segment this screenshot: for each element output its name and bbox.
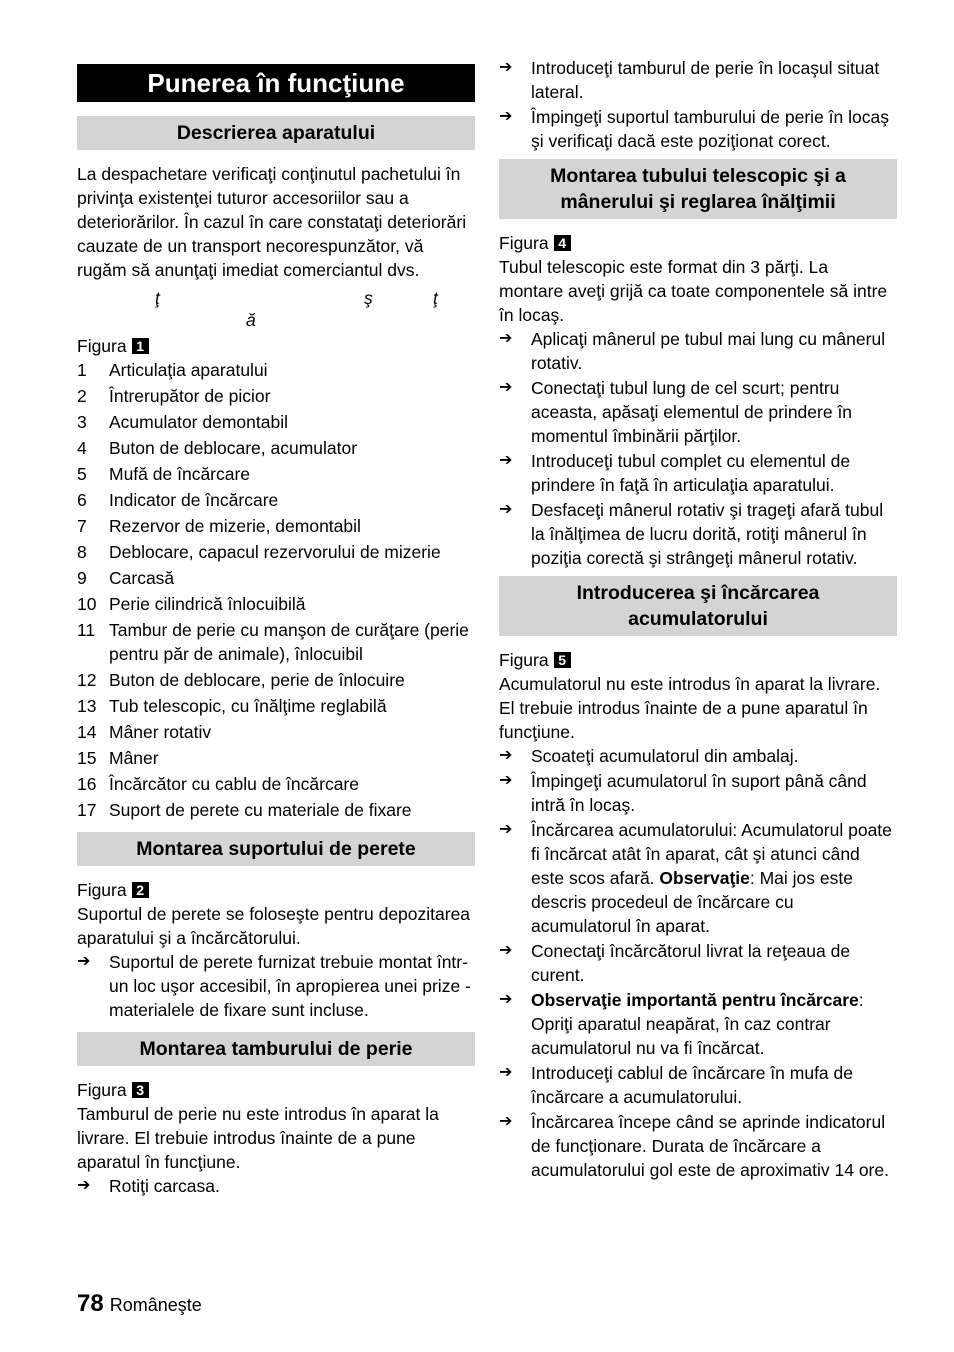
step-item (499, 56, 897, 104)
list-item (77, 514, 475, 538)
figure-number-badge: 1 (132, 338, 149, 354)
page-title: Punerea în funcţiune (77, 64, 475, 102)
step-text (531, 818, 897, 938)
steps-list (499, 744, 897, 1182)
section-heading-brush-drum: Montarea tamburului de perie (77, 1032, 475, 1066)
figure-label: Figura (77, 336, 127, 356)
step-text: Aplicaţi mânerul pe tubul mai lung cu mânerul rotativ. (531, 329, 886, 373)
arrow-right-icon: ➔ (499, 747, 513, 764)
item-text: Mufă de încărcare (109, 464, 251, 484)
stray-char: ş (364, 288, 373, 308)
step-text: Conectaţi tubul lung de cel scurt; pentru aceasta, apăsaţi elementul de prindere în momentul îmbinării părţilor. (531, 378, 853, 446)
step-item (499, 939, 897, 987)
item-number: 14 (77, 722, 97, 742)
arrow-right-icon: ➔ (77, 953, 91, 970)
item-number: 1 (77, 360, 87, 380)
step-item (77, 950, 475, 1022)
arrow-right-icon: ➔ (77, 1177, 91, 1194)
item-text: Deblocare, capacul rezervorului de mizerie (109, 542, 441, 562)
item-text: Întrerupător de picior (109, 386, 271, 406)
item-text: Mâner (109, 748, 159, 768)
step-text: Împingeţi acumulatorul în suport până când intră în locaş. (531, 771, 867, 815)
step-item (499, 988, 897, 1060)
step-text-part: : Opriţi aparatul neapărat, în caz contrar acumulatorul nu va fi încărcat. (531, 990, 864, 1058)
paragraph: Acumulatorul nu este introdus în aparat la livrare. El trebuie introdus înainte de a pune aparatul în funcţiune. (499, 674, 881, 742)
arrow-right-icon: ➔ (499, 991, 513, 1008)
list-item (77, 358, 475, 382)
item-text: Indicator de încărcare (109, 490, 279, 510)
figure-reference (77, 334, 475, 358)
stray-char: ă (246, 310, 256, 330)
arrow-right-icon: ➔ (499, 59, 513, 76)
step-text (531, 988, 897, 1060)
step-text: Introduceţi tubul complet cu elementul de prindere în faţă în articulaţia aparatului. (531, 451, 851, 495)
step-item (499, 376, 897, 448)
item-number: 2 (77, 386, 87, 406)
item-text: Buton de deblocare, acumulator (109, 438, 358, 458)
figure-reference (499, 648, 897, 672)
paragraph: Tamburul de perie nu este introdus în aparat la livrare. El trebuie introdus înainte de a pune aparatul în funcţiune. (77, 1104, 439, 1172)
step-item (499, 449, 897, 497)
figure-label: Figura (77, 1080, 127, 1100)
item-number: 12 (77, 670, 97, 690)
figure-number-badge: 3 (132, 1082, 149, 1098)
intro-paragraph: La despachetare verificaţi conţinutul pachetului în privinţa existenţei tuturor accesoriilor sau a deteriorărilor. În cazul în care constataţi deteriorări cauzate de un transport necorespunzător, vă rugăm să anunţaţi imediat comerciantul dvs. (77, 164, 467, 280)
language-label: Româneşte (109, 1295, 202, 1315)
section-heading-telescopic-tube: Montarea tubului telescopic şi a mânerului şi reglarea înălţimii (499, 159, 897, 219)
stray-char: ţ (155, 288, 160, 308)
list-item (77, 618, 475, 666)
arrow-right-icon: ➔ (499, 330, 513, 347)
step-item (499, 327, 897, 375)
step-text: Introduceţi tamburul de perie în locaşul situat lateral. (531, 58, 880, 102)
step-text: Scoateţi acumulatorul din ambalaj. (531, 746, 799, 766)
important-note-label: Observaţie importantă pentru încărcare (531, 990, 859, 1010)
list-item (77, 746, 475, 770)
arrow-right-icon: ➔ (499, 1113, 513, 1130)
item-text: Buton de deblocare, perie de înlocuire (109, 670, 405, 690)
arrow-right-icon: ➔ (499, 108, 513, 125)
item-text: Mâner rotativ (109, 722, 212, 742)
item-number: 9 (77, 568, 87, 588)
list-item (77, 720, 475, 744)
item-text: Tambur de perie cu manşon de curăţare (perie pentru păr de animale), înlocuibil (109, 620, 469, 664)
steps-list (499, 56, 897, 153)
step-item (499, 1061, 897, 1109)
figure-label: Figura (77, 880, 127, 900)
item-text: Rezervor de mizerie, demontabil (109, 516, 361, 536)
figure-number-badge: 4 (554, 235, 571, 251)
step-item (499, 744, 897, 768)
figure-number-badge: 5 (554, 652, 571, 668)
list-item (77, 410, 475, 434)
stray-char: ţ (433, 288, 438, 308)
item-text: Acumulator demontabil (109, 412, 288, 432)
list-item (77, 668, 475, 692)
paragraph: Suportul de perete se foloseşte pentru depozitarea aparatului şi a încărcătorului. (77, 904, 471, 948)
step-item (499, 769, 897, 817)
list-item (77, 462, 475, 486)
item-text: Carcasă (109, 568, 175, 588)
step-item (499, 1110, 897, 1182)
item-number: 13 (77, 696, 97, 716)
item-number: 4 (77, 438, 87, 458)
step-item (499, 818, 897, 938)
item-number: 16 (77, 774, 97, 794)
figure-reference (77, 878, 475, 902)
paragraph: Tubul telescopic este format din 3 părţi. La montare aveţi grijă ca toate componentele să intre în locaş. (499, 257, 888, 325)
figure-reference (77, 1078, 475, 1102)
step-item (77, 1174, 475, 1198)
arrow-right-icon: ➔ (499, 1064, 513, 1081)
step-text-part: : Mai jos este descris procedeul de încărcare cu acumulatorul în aparat. (531, 868, 853, 936)
section-heading-battery: Introducerea şi încărcarea acumulatorului (499, 576, 897, 636)
list-item (77, 798, 475, 822)
arrow-right-icon: ➔ (499, 942, 513, 959)
steps-list (499, 327, 897, 570)
figure-number-badge: 2 (132, 882, 149, 898)
item-number: 10 (77, 594, 97, 614)
list-item (77, 540, 475, 564)
figure-label: Figura (499, 650, 549, 670)
left-column (77, 62, 475, 1199)
item-number: 5 (77, 464, 87, 484)
item-number: 17 (77, 800, 97, 820)
item-number: 3 (77, 412, 87, 432)
step-text: Împingeţi suportul tamburului de perie în locaş şi verificaţi dacă este poziţionat corect. (531, 107, 889, 151)
list-item (77, 566, 475, 590)
list-item (77, 488, 475, 512)
arrow-right-icon: ➔ (499, 501, 513, 518)
parts-list (77, 358, 475, 822)
page-number: 78 (77, 1290, 104, 1317)
step-text: Conectaţi încărcătorul livrat la reţeaua de curent. (531, 941, 851, 985)
steps-list (77, 1174, 475, 1198)
list-item (77, 694, 475, 718)
arrow-right-icon: ➔ (499, 821, 513, 838)
list-item (77, 384, 475, 408)
item-number: 7 (77, 516, 87, 536)
step-item (499, 105, 897, 153)
item-number: 15 (77, 748, 97, 768)
step-text: Introduceţi cablul de încărcare în mufa de încărcare a acumulatorului. (531, 1063, 853, 1107)
note-label: Observaţie (659, 868, 750, 888)
step-text-part: Încărcarea acumulatorului: Acumulatorul poate fi încărcat atât în aparat, cât şi atunci când este scos afară. (531, 820, 892, 888)
item-number: 11 (77, 620, 96, 640)
item-text: Încărcător cu cablu de încărcare (109, 774, 359, 794)
step-text: Suportul de perete furnizat trebuie montat într-un loc uşor accesibil, în apropierea unei prize - materialele de fixare sunt incluse. (109, 952, 471, 1020)
arrow-right-icon: ➔ (499, 379, 513, 396)
item-text: Perie cilindrică înlocuibilă (109, 594, 306, 614)
steps-list (77, 950, 475, 1022)
step-item (499, 498, 897, 570)
list-item (77, 436, 475, 460)
step-text: Încărcarea începe când se aprinde indicatorul de funcţionare. Durata de încărcare a acumulatorului gol este de aproximativ 14 ore. (531, 1112, 889, 1180)
arrow-right-icon: ➔ (499, 452, 513, 469)
step-text: Desfaceţi mânerul rotativ şi trageţi afară tubul la înălţimea de lucru dorită, rotiţi mânerul în poziţia corectă şi strângeţi mânerul rotativ. (531, 500, 884, 568)
figure-label: Figura (499, 233, 549, 253)
right-column (499, 56, 897, 1183)
stray-characters (77, 286, 475, 330)
page-footer (77, 1292, 202, 1317)
list-item (77, 592, 475, 616)
item-text: Articulaţia aparatului (109, 360, 268, 380)
list-item (77, 772, 475, 796)
arrow-right-icon: ➔ (499, 772, 513, 789)
item-number: 6 (77, 490, 87, 510)
section-heading-description: Descrierea aparatului (77, 116, 475, 150)
figure-reference (499, 231, 897, 255)
item-text: Suport de perete cu materiale de fixare (109, 800, 412, 820)
item-text: Tub telescopic, cu înălţime reglabilă (109, 696, 387, 716)
item-number: 8 (77, 542, 87, 562)
step-text: Rotiţi carcasa. (109, 1176, 220, 1196)
section-heading-wall-mount: Montarea suportului de perete (77, 832, 475, 866)
